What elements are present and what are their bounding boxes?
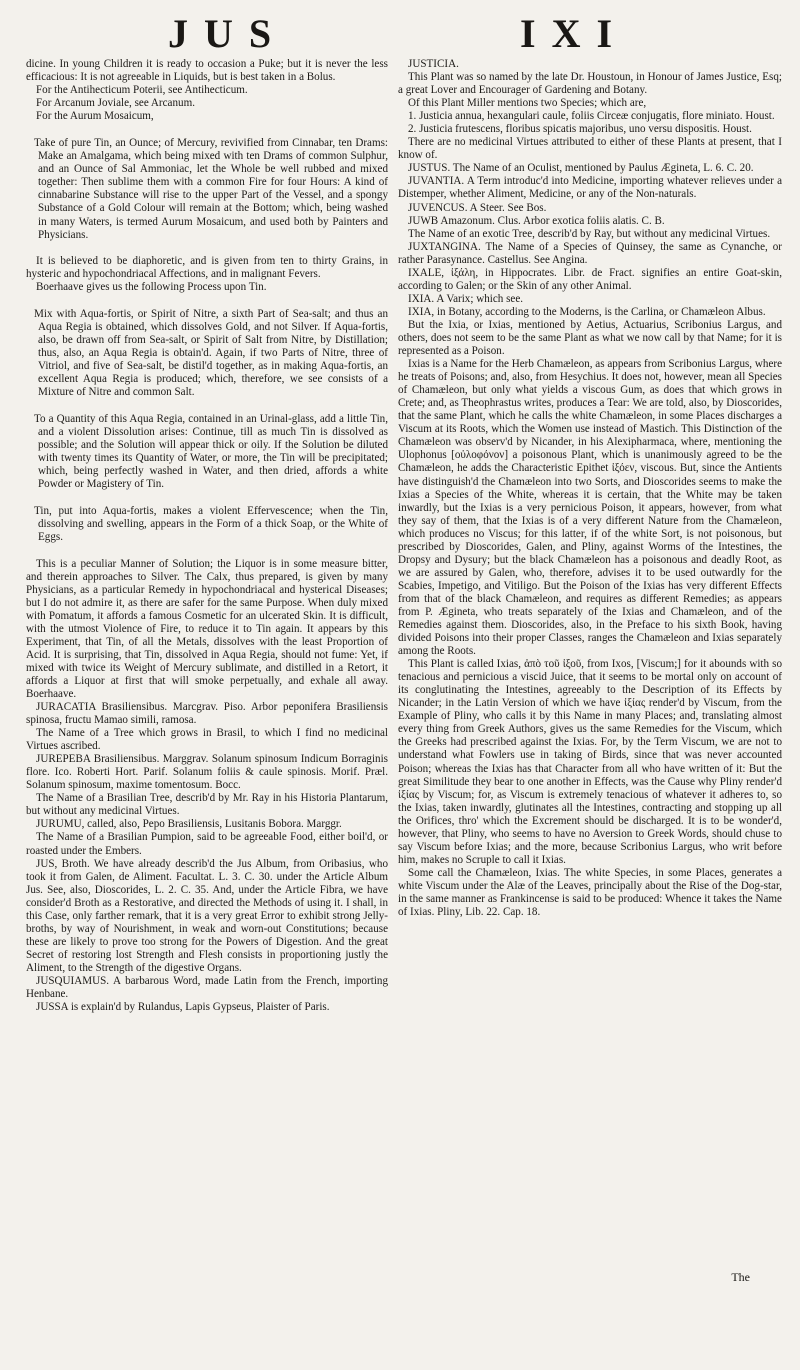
paragraph: The Name of an exotic Tree, describ'd by Ray, but without any medicinal Virtues. <box>408 227 771 240</box>
catchword: The <box>731 1270 750 1284</box>
entry-juracatia: JURACATIA Brasiliensibus. Marcgrav. Piso. Arbor peponifera Brasiliensis spinosa, fructu Mamao simili, ramosa. <box>26 701 388 727</box>
entry-jurepeba: JUREPEBA Brasiliensibus. Marggrav. Solanum spinosum Indicum Borraginis flore. Ico. Roberti Hort. Parif. Solanum foliis & caule spinosis. Morif. Præl. Solanum spinosum, maxime tomentosum. Bocc. <box>26 753 388 792</box>
entry-jurumu: JURUMU, called, also, Pepo Brasiliensis, Lusitanis Bobora. Marggr. <box>36 818 342 831</box>
paragraph: But the Ixia, or Ixias, mentioned by Aetius, Actuarius, Scribonius Largus, and others, does not seem to be the same Plant as what we now call by that Name; for it is represented as a Poison. <box>398 318 782 358</box>
paragraph: dicine. In young Children it is ready to occasion a Puke; but it is never the less efficacious: It is not agreeable in Liquids, but is best taken in a Bolus. <box>26 58 388 84</box>
paragraph: Some call the Chamæleon, Ixias. The white Species, in some Places, generates a white Viscum under the Alæ of the Leaves, principally about the Rise of the Dog-star, in the same manner as Frankincense is said to be produced: Whence it takes the Name of Ixias. Pliny, Lib. 22. Cap. 18. <box>398 866 782 919</box>
left-column <box>26 58 388 1014</box>
paragraph: Ixias is a Name for the Herb Chamæleon, as appears from Scribonius Largus, where he treats of Poisons; and, also, from Hesychius. It does not, however, mean all Species of Chamæleon, but only what yields a viscous Gum, as does that which grows in Crete; and, as Theophrastus writes, produces a Tear: We are told, also, by Dioscorides, that the same Plant, which he calls the white Chamæleon, in some Places discharges a Viscum at its Roots, which the Women use instead of Mastich. This Distinction of the Chamæleon was observ'd by Nicander, in his Alexipharmaca, where, mentioning the Ulophonus [οὐλοφόνον] a poisonous Plant, which is unanimously agreed to be the Chamæleon, he adds the Characteristic Epithet ἰξόεν, viscous. But, since the Antients have distinguish'd the Chamæleon into two Sorts, and Dioscorides seems to make the Ixias a Species of the White, whereas it is certain, that the White may be taken inwardly, but the Ixias is a very pernicious Poison, it appears, however, from what they say of them, that the Ixias is of a very different Nature from the Chamæleon, which produces no Viscus; for this latter, if of the white Sort, is not poisonous, but prescribed by Dioscorides, Galen, and Pliny, against Worms of the Intestines, the Dropsy and Dysury; but the black Chamæleon has a poisonous and deadly Root, as we are assured by Galen, who, therefore, advises it to be used outwardly for the Scabies, Impetigo, and Vitiligo. But the Poison of the Ixias has very different Effects from that of the black Chamæleon, and requires as different Remedies; as appears from P. Ægineta, who treats separately of the Ixias and Chamæleon, and of the Remedies against them. Dioscorides, also, in the Preface to his sixth Book, having divided Poisons into their proper Classes, ranges the Chamæleon and Ixias separately among the Roots. <box>398 358 782 658</box>
recipe-paragraph: Mix with Aqua-fortis, or Spirit of Nitre, a sixth Part of Sea-salt; and thus an Aqua Regia is obtained, which dissolves Gold, and not Silver. If Aqua-fortis, also, be drawn off from Sea-salt, or Spirit of Salt from Nitre, by Distillation; thus, also, an Aqua Regia is obtain'd. Again, if two Parts of Nitre, three of Vitriol, and five of Sea-salt, be distil'd together, as in making Aqua-fortis, an excellent Aqua Regia is produced; which, therefore, we see consists of a Mixture of Nitre and common Salt. <box>34 307 388 399</box>
paragraph: It is believed to be diaphoretic, and is given from ten to thirty Grains, in hysteric and hypochondriacal Affections, and in malignant Fevers. <box>26 254 388 280</box>
list-item: 2. Justicia frutescens, floribus spicatis majoribus, uno versu dispositis. Houst. <box>408 123 752 136</box>
paragraph: Boerhaave gives us the following Process upon Tin. <box>36 280 267 293</box>
list-item: 1. Justicia annua, hexangulari caule, foliis Circeæ conjugatis, flore miniato. Houst. <box>408 110 775 123</box>
paragraph: The Name of a Tree which grows in Brasil, to which I find no medicinal Virtues ascribed. <box>26 727 388 753</box>
right-headword: IXI <box>520 11 629 56</box>
cross-reference: For the Aurum Mosaicum, <box>36 110 154 123</box>
right-column <box>398 58 782 919</box>
entry-jusquiamus: JUSQUIAMUS. A barbarous Word, made Latin from the French, importing Henbane. <box>26 975 388 1001</box>
paragraph: The Name of a Brasilian Pumpion, said to be agreeable Food, either boil'd, or roasted under the Embers. <box>26 831 388 857</box>
entry-justus: JUSTUS. The Name of an Oculist, mentioned by Paulus Ægineta, L. 6. C. 20. <box>408 162 754 175</box>
entry-juvantia: JUVANTIA. A Term introduc'd into Medicine, importing whatever relieves under a Distemper, whether Aliment, Medicine, or any of the Non-naturals. <box>398 175 782 201</box>
entry-juvencus: JUVENCUS. A Steer. See Bos. <box>408 201 547 214</box>
entry-jus: JUS, Broth. We have already describ'd the Jus Album, from Oribasius, who took it from Galen, de Aliment. Facultat. L. 3. C. 30. under the Article Album Jus. See, also, Dioscorides, L. 2. C. 35. And, under the Article Fibra, we have consider'd Broth as a Restorative, and directed the Methods of using it. I shall, in this Case, only farther remark, that it is a very great Error to exhibit strong Jelly-broths, by way of Nourishment, in weak and worn-out Constitutions; because these are likely to prove too strong for the Powers of Digestion. And the great Secret of restoring lost Strength and Flesh consists in proportioning justly the Aliment, to the Strength of the digestive Organs. <box>26 857 388 974</box>
recipe-paragraph: Tin, put into Aqua-fortis, makes a violent Effervescence; when the Tin, dissolving and swelling, appears in the Form of a thick Soap, or the White of Eggs. <box>34 505 388 544</box>
entry-ixia-botany: IXIA, in Botany, according to the Moderns, is the Carlina, or Chamæleon Albus. <box>408 305 766 318</box>
recipe-paragraph: To a Quantity of this Aqua Regia, contained in an Urinal-glass, add a little Tin, and a violent Dissolution arises: Continue, till as much Tin is dissolved as possible; and the Solution will appear thick or oily. If the Solution be diluted with twenty times its Quantity of Water, or more, the Tin will be precipitated; which, being perfectly washed in Water, and then dried, affords a white Powder or Magistery of Tin. <box>34 413 388 491</box>
entry-ixale: IXALE, ἰξάλη, in Hippocrates. Libr. de Fract. signifies an entire Goat-skin, according to Galen; or the Skin of any other Animal. <box>398 266 782 292</box>
recipe-paragraph: Take of pure Tin, an Ounce; of Mercury, revivified from Cinnabar, ten Drams: Make an Amalgama, which being mixed with ten Drams of common Sulphur, and an Ounce of Sal Ammoniac, let the Whole be well rubbed and mixed together: Then sublime them with a common Fire for four Hours: A kind of cinnabarine Substance will rise to the upper Part of the Vessel, and a spongy Substance of a Gold Colour will remain at the Bottom; which, being washed in many Waters, is termed Aurum Mosaicum, and used both by Painters and Physicians. <box>34 137 388 241</box>
paragraph: There are no medicinal Virtues attributed to either of these Plants at present, that I know of. <box>398 136 782 162</box>
entry-juxtangina: JUXTANGINA. The Name of a Species of Quinsey, the same as Cynanche, or rather Parasynance. Castellus. See Angina. <box>398 240 782 266</box>
paragraph: This Plant is called Ixias, ἀπὸ τοῦ ἰξοῦ, from Ixos, [Viscum;] for it abounds with so tenacious and pernicious a viscid Juice, that it seems to be mortal only on account of its conglutinating the Intestines, agreeably to the Description of its Effects by Nicander; in the Latin Version of which we have ἰξίας render'd by Viscum, from the Example of Pliny, who calls it by this Name in many Places; and, translating almost every thing from Greek Authors, gives us the same Remedies for the Viscum, which the Greeks had prescribed against the Ixias. For, by the Term Viscum, we are not to understand what Fowlers use in taking of Birds, since that was never accounted Poison; whereas the Ixias has that Character from all who have written of it: But the great Similitude they bear to one another in Effects, was the Cause why Pliny render'd ἰξίας by Viscum; for, as Viscum is extremely tenacious of whatever it adheres to, so the Ixias, taken inwardly, glutinates all the Intestines, contracting and stopping up all the Orifices, thro' which the Excrement should be discharged. It is to be wonder'd, however, that Pliny, who seems to have no Aversion to Greek Words, should chuse to say Viscum before Ixias; and the more, because Scribonius Largus, who writ before him, makes no Scruple to call it Ixias. <box>398 658 782 866</box>
cross-reference: For the Antihecticum Poterii, see Antihecticum. <box>36 84 248 97</box>
entry-jussa: JUSSA is explain'd by Rulandus, Lapis Gypseus, Plaister of Paris. <box>36 1001 330 1014</box>
entry-justicia: JUSTICIA. <box>408 58 459 70</box>
left-headword: JUS <box>168 11 288 56</box>
entry-ixia-varix: IXIA. A Varix; which see. <box>408 292 524 305</box>
entry-juwb: JUWB Amazonum. Clus. Arbor exotica foliis alatis. C. B. <box>408 214 665 227</box>
paragraph: The Name of a Brasilian Tree, describ'd by Mr. Ray in his Historia Plantarum, but without any medicinal Virtues. <box>26 792 388 818</box>
cross-reference: For Arcanum Joviale, see Arcanum. <box>36 97 195 110</box>
paragraph: Of this Plant Miller mentions two Species; which are, <box>408 97 647 110</box>
paragraph: This is a peculiar Manner of Solution; the Liquor is in some measure bitter, and therein approaches to Silver. The Calx, thus prepared, is given by many Physicians, as a particular Remedy in hypochondriacal and hysterical Diseases; but I do not admire it, as there are safer for the same Purpose. When duly mixed with Pomatum, it affords a famous Cosmetic for an ulcerated Skin. It is difficult, with the utmost Violence of Fire, to reduce it to Tin again. It appears by this Experiment, that Tin, of all the Metals, dissolves with the least Proportion of Acid. It is surprising, that Tin, dissolved in Aqua Regia, should not fume: Yet, if mixed with twice its Weight of Mercury sublimate, and distilled in a Retort, it affords a Liquor at first that will smoke perpetually, and exhale all away. Boerhaave. <box>26 557 388 700</box>
paragraph: This Plant was so named by the late Dr. Houstoun, in Honour of James Justice, Esq; a great Lover and Encourager of Gardening and Botany. <box>398 71 782 97</box>
